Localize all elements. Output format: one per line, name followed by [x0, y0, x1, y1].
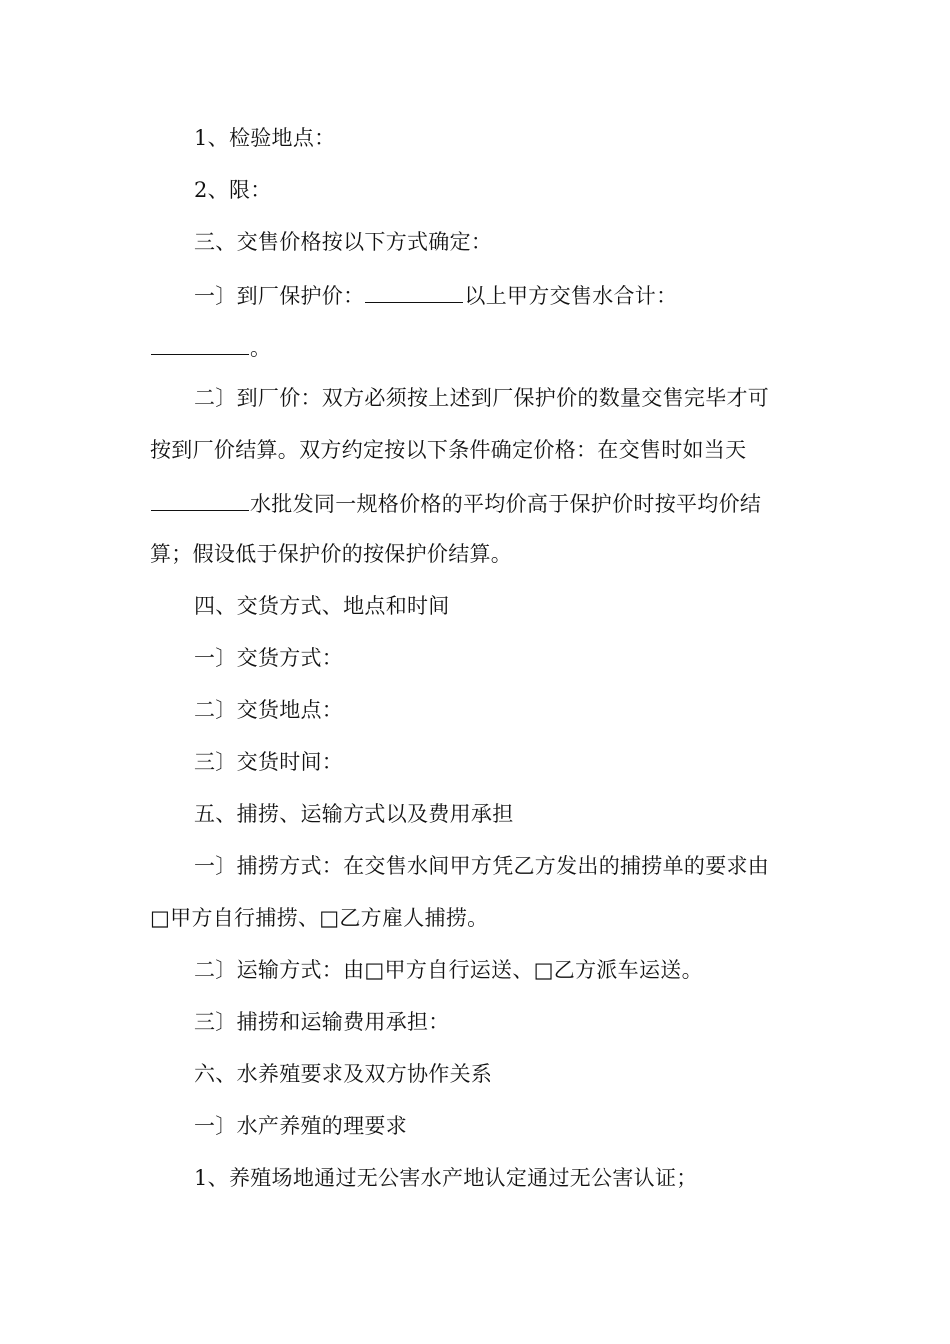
average-price-text: 水批发同一规格价格的平均价高于保护价时按平均价结: [250, 492, 762, 516]
text-line-total-blank: [150, 332, 810, 362]
text-line-delivery-method: 一〕交货方式：: [194, 646, 344, 670]
period-mark: 。: [250, 336, 272, 360]
fill-in-blank: [365, 280, 463, 303]
text-line-certification: 1、养殖场地通过无公害水产地认定通过无公害认证；: [194, 1166, 698, 1190]
section-heading-price: 三、交售价格按以下方式确定：: [194, 230, 493, 254]
fill-in-blank: [151, 332, 249, 355]
section-heading-fishing-transport: 五、捕捞、运输方式以及费用承担: [194, 802, 514, 826]
text-line-inspection-place: 1、检验地点：: [194, 126, 336, 150]
section-heading-aquaculture: 六、水养殖要求及双方协作关系: [194, 1062, 493, 1086]
protection-price-total-label: 以上甲方交售水合计：: [464, 284, 678, 308]
text-line-factory-price: 二〕到厂价：双方必须按上述到厂保护价的数量交售完毕才可: [194, 386, 770, 410]
section-heading-delivery: 四、交货方式、地点和时间: [194, 594, 450, 618]
text-line-settlement: 算；假设低于保护价的按保护价结算。: [150, 542, 513, 566]
protection-price-label: 一〕到厂保护价：: [194, 284, 365, 308]
text-line-fishing-method: 一〕捕捞方式：在交售水间甲方凭乙方发出的捕捞单的要求由: [194, 854, 770, 878]
text-line-cost-bearing: 三〕捕捞和运输费用承担：: [194, 1010, 450, 1034]
fill-in-blank: [151, 488, 249, 511]
text-line-limit: 2、限：: [194, 178, 272, 202]
text-line-factory-price-cont: 按到厂价结算。双方约定按以下条件确定价格：在交售时如当天: [150, 438, 747, 462]
text-line-protection-price: [150, 280, 854, 310]
text-line-delivery-place: 二〕交货地点：: [194, 698, 344, 722]
text-line-delivery-time: 三〕交货时间：: [194, 750, 344, 774]
text-line-average-price: [150, 488, 810, 518]
text-line-aquaculture-requirements: 一〕水产养殖的理要求: [194, 1114, 407, 1138]
text-line-transport-method: 二〕运输方式：由□甲方自行运送、□乙方派车运送。: [194, 958, 703, 982]
text-line-fishing-options: □甲方自行捕捞、□乙方雇人捕捞。: [150, 906, 489, 930]
